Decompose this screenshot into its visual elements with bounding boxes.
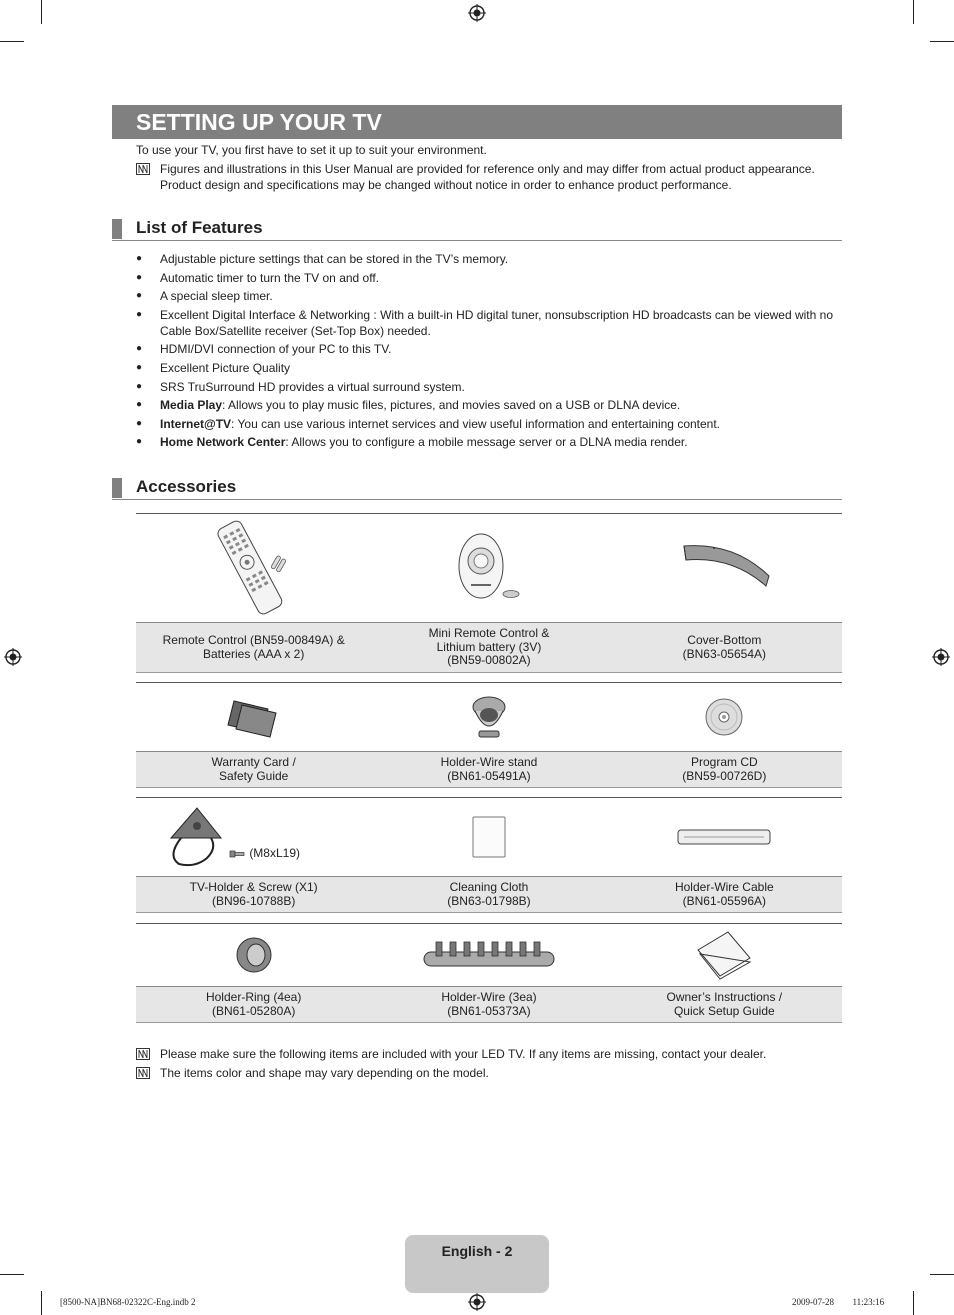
remote-control-icon [199, 518, 309, 618]
section-heading-accessories [112, 476, 842, 500]
owners-instructions-icon [694, 930, 754, 980]
crop-mark [930, 1274, 954, 1275]
bullet-icon: ● [136, 361, 143, 373]
feature-description: SRS TruSurround HD provides a virtual surround system. [160, 379, 465, 394]
accessories-row [136, 682, 842, 788]
accessory-image [371, 798, 606, 876]
holder-wire-stand-icon [467, 693, 511, 741]
feature-description: : Allows you to configure a mobile message server or a DLNA media render. [285, 435, 688, 450]
accessory-label: Warranty Card / Safety Guide [211, 755, 296, 783]
feature-bold: Home Network Center [160, 435, 286, 450]
accessory-image [136, 798, 371, 876]
accessory-label: Holder-Ring (4ea) (BN61-05280A) [205, 990, 302, 1018]
note-text: Figures and illustrations in this User Manual are provided for reference only and may differ from actual product appearance. Product design and specifications may be changed without notice in order to enhance product performance. [160, 162, 815, 192]
accessory-image [136, 924, 371, 986]
accessory-label: Cleaning Cloth (BN63-01798B) [447, 880, 531, 908]
accessory-image [371, 924, 606, 986]
accessory-image [136, 514, 371, 622]
cleaning-cloth-icon [469, 813, 509, 861]
accessory-image [136, 683, 371, 751]
registration-mark-icon [4, 648, 22, 666]
accessory-label: Program CD (BN59-00726D) [682, 755, 767, 783]
feature-text [160, 307, 836, 339]
screw-icon [229, 848, 245, 860]
holder-wire-cable-icon [674, 824, 774, 850]
bullet-icon: ● [136, 417, 143, 429]
feature-text [160, 397, 680, 413]
feature-text [160, 434, 688, 450]
intro-text: To use your TV, you first have to set it up to suit your environment. [136, 143, 487, 157]
feature-item [136, 251, 836, 267]
bullet-icon: ● [136, 380, 143, 392]
accessory-image [607, 683, 842, 751]
note-icon [136, 163, 150, 175]
accessory-image [607, 798, 842, 876]
cover-bottom-icon [674, 538, 774, 598]
registration-mark-icon [468, 4, 486, 22]
accessory-label: Cover-Bottom (BN63-05654A) [682, 633, 767, 661]
accessories-row [136, 797, 842, 913]
accessory-label: Remote Control (BN59-00849A) & Batteries (AAA x 2) [162, 633, 345, 661]
accessory-image [607, 514, 842, 622]
feature-text [160, 416, 720, 432]
section-heading-features [112, 217, 842, 241]
feature-description: Excellent Digital Interface & Networking : With a built-in HD digital tuner, nonsubscription HD broadcasts can be viewed with no Cable Box/Satellite receiver (Set-Top Box) needed. [160, 307, 833, 338]
accessories-row [136, 513, 842, 673]
intro-section [136, 142, 836, 193]
heading-bar [112, 219, 122, 239]
feature-item [136, 434, 836, 450]
note-row [136, 161, 836, 193]
feature-text [160, 270, 379, 286]
feature-item [136, 270, 836, 286]
feature-bold: Internet@TV [160, 416, 232, 431]
heading-bar [112, 478, 122, 498]
feature-description: Automatic timer to turn the TV on and off. [160, 270, 380, 285]
crop-mark [0, 1274, 24, 1275]
note-row [136, 1065, 836, 1081]
feature-description: Excellent Picture Quality [160, 360, 291, 375]
bullet-icon: ● [136, 308, 143, 320]
feature-text [160, 251, 508, 267]
accessory-image [371, 683, 606, 751]
note-icon [136, 1048, 150, 1060]
note-text: The items color and shape may vary depending on the model. [160, 1066, 489, 1080]
mini-remote-icon [449, 528, 529, 608]
heading-text: List of Features [136, 218, 263, 237]
accessory-label: Holder-Wire (3ea) (BN61-05373A) [441, 990, 537, 1018]
crop-mark [930, 41, 954, 42]
accessories-row [136, 923, 842, 1023]
bullet-icon: ● [136, 436, 143, 448]
feature-item [136, 288, 836, 304]
feature-text [160, 341, 391, 357]
feature-item [136, 397, 836, 413]
holder-wire-icon [422, 938, 556, 972]
note-icon [136, 1067, 150, 1079]
feature-item [136, 379, 836, 395]
crop-mark [41, 1291, 42, 1315]
tv-holder-icon [167, 804, 227, 870]
accessory-image [607, 924, 842, 986]
feature-description: : Allows you to play music files, pictures, and movies saved on a USB or DLNA device. [222, 398, 681, 413]
feature-item [136, 341, 836, 357]
warranty-card-icon [226, 695, 282, 739]
page-number-tab [405, 1235, 549, 1293]
bullet-icon: ● [136, 253, 143, 264]
note-row [136, 1046, 836, 1062]
feature-item [136, 360, 836, 376]
bullet-icon: ● [136, 271, 143, 283]
note-text: Please make sure the following items are included with your LED TV. If any items are missing, contact your dealer. [160, 1047, 767, 1061]
bullet-icon: ● [136, 343, 143, 355]
feature-text [160, 360, 290, 376]
feature-description: : You can use various internet services and view useful information and entertaining content. [231, 416, 721, 431]
feature-text [160, 288, 273, 304]
program-cd-icon [702, 695, 746, 739]
feature-description: HDMI/DVI connection of your PC to this TV. [160, 342, 392, 357]
feature-text [160, 379, 465, 395]
accessory-label: TV-Holder & Screw (X1) (BN96-10788B) [189, 880, 318, 908]
heading-text: Accessories [136, 477, 237, 496]
page-title: SETTING UP YOUR TV [112, 105, 842, 139]
accessory-label: Mini Remote Control & Lithium battery (3V) (BN59-00802A) [428, 626, 550, 668]
screw-size-label: (M8xL19) [249, 846, 300, 860]
crop-mark [0, 41, 24, 42]
accessory-label: Holder-Wire stand (BN61-05491A) [440, 755, 538, 783]
feature-item [136, 416, 836, 432]
feature-description: A special sleep timer. [160, 289, 273, 304]
accessory-label: Holder-Wire Cable (BN61-05596A) [674, 880, 774, 908]
features-list [136, 251, 836, 453]
bullet-icon: ● [136, 399, 143, 411]
crop-mark [913, 1291, 914, 1315]
print-stamp: 2009-07-28 ￿￿ 11:23:16 [792, 1297, 885, 1307]
crop-mark [41, 0, 42, 24]
registration-mark-icon [468, 1293, 486, 1311]
feature-item [136, 307, 836, 339]
page-number: English - 2 [441, 1243, 513, 1259]
feature-description: Adjustable picture settings that can be stored in the TV’s memory. [160, 252, 509, 266]
registration-mark-icon [932, 648, 950, 666]
file-name: [8500-NA]BN68-02322C-Eng.indb 2 [60, 1297, 196, 1307]
feature-bold: Media Play [160, 398, 223, 413]
accessory-image [371, 514, 606, 622]
bottom-notes [136, 1043, 836, 1081]
accessory-label: Owner’s Instructions / Quick Setup Guide [666, 990, 783, 1018]
bullet-icon: ● [136, 290, 143, 302]
crop-mark [913, 0, 914, 24]
holder-ring-icon [234, 935, 274, 975]
